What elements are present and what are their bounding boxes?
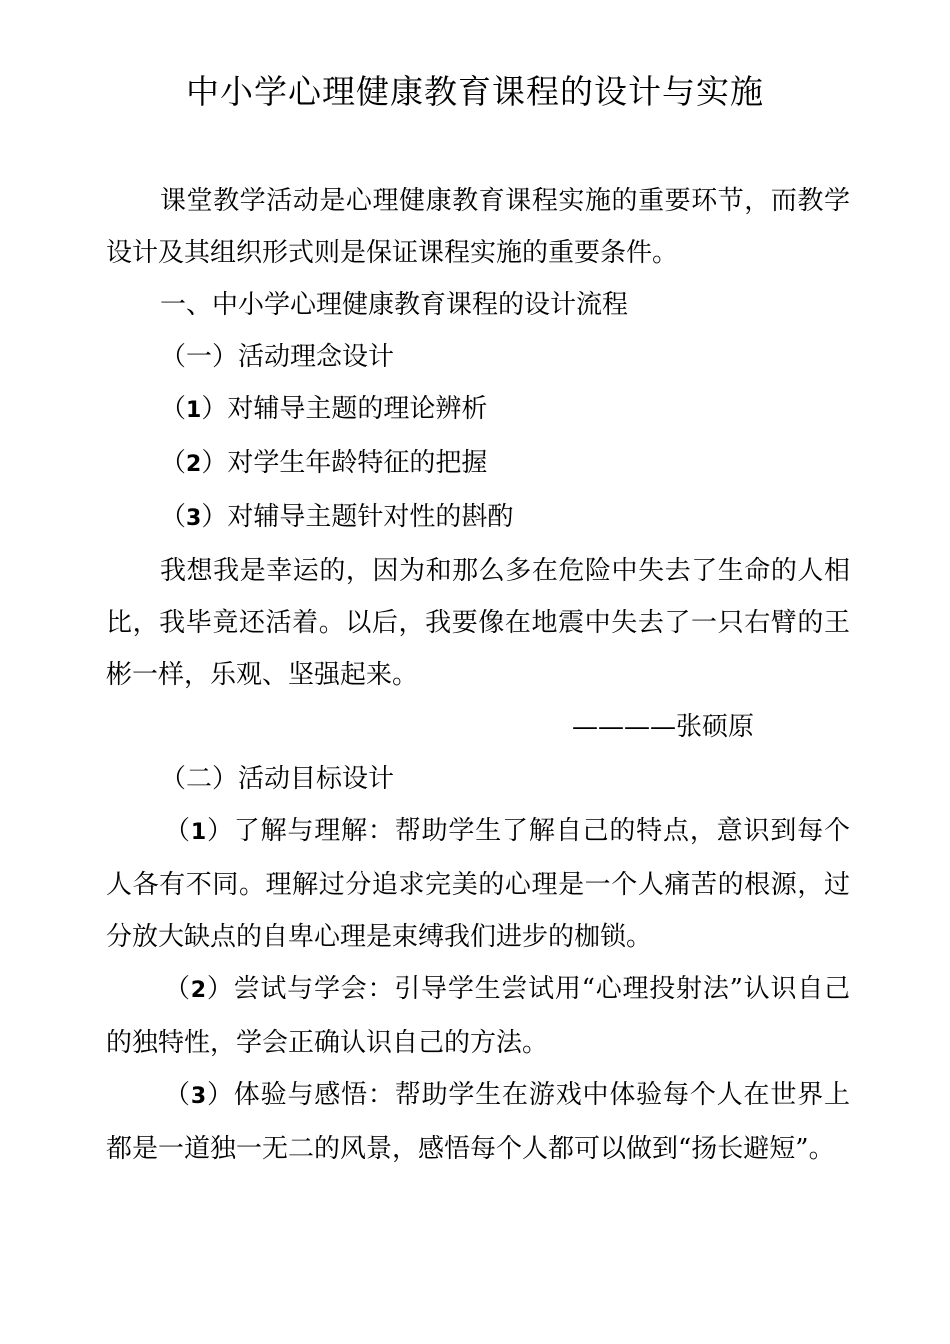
item-number: 2 xyxy=(186,452,202,477)
section-heading: 一、中小学心理健康教育课程的设计流程 xyxy=(160,290,629,320)
quote-signature: ————张硕原 xyxy=(571,712,754,742)
quote-paragraph: 我想我是幸运的，因为和那么多在危险中失去了生命的人相比，我毕竟还活着。以后，我要像在地震中失去了一只右臂的王彬一样，乐观、坚强起来。 xyxy=(106,556,850,690)
item-text: ）对辅导主题针对性的斟酌 xyxy=(201,502,514,532)
subsection-heading: （一）活动理念设计 xyxy=(160,342,395,372)
document-title: 中小学心理健康教育课程的设计与实施 xyxy=(186,72,764,111)
item-text: ）对辅导主题的理论辨析 xyxy=(201,394,488,424)
item-number: 3 xyxy=(186,506,202,531)
item-number: 3 xyxy=(190,1084,207,1109)
paren: （ xyxy=(164,974,191,1004)
paren: （ xyxy=(160,448,187,478)
item-number: 2 xyxy=(190,978,207,1003)
subsection-heading: （二）活动目标设计 xyxy=(160,764,395,794)
paren: （ xyxy=(164,1080,191,1110)
goal-paragraph xyxy=(106,963,850,1069)
goal-text: ）尝试与学会：引导学生尝试用“心理投射法”认识自己的独特性，学会正确认识自己的方法。 xyxy=(106,974,850,1058)
goal-paragraph xyxy=(106,1069,850,1175)
paren: （ xyxy=(160,502,187,532)
intro-paragraph: 课堂教学活动是心理健康教育课程实施的重要环节，而教学设计及其组织形式则是保证课程实施的重要条件。 xyxy=(106,186,850,268)
paren: （ xyxy=(160,394,187,424)
list-item xyxy=(106,383,850,437)
paren: （ xyxy=(164,816,191,846)
item-number: 1 xyxy=(190,820,207,845)
item-text: ）对学生年龄特征的把握 xyxy=(201,448,488,478)
goal-text: ）体验与感悟：帮助学生在游戏中体验每个人在世界上都是一道独一无二的风景，感悟每个人都可以做到“扬长避短”。 xyxy=(106,1080,850,1164)
item-number: 1 xyxy=(186,398,202,423)
goal-paragraph xyxy=(106,805,850,963)
document-body xyxy=(106,175,850,1175)
list-item xyxy=(106,491,850,545)
goal-text: ）了解与理解：帮助学生了解自己的特点，意识到每个人各有不同。理解过分追求完美的心理是一个人痛苦的根源，过分放大缺点的自卑心理是束缚我们进步的枷锁。 xyxy=(106,816,850,952)
list-item xyxy=(106,437,850,491)
